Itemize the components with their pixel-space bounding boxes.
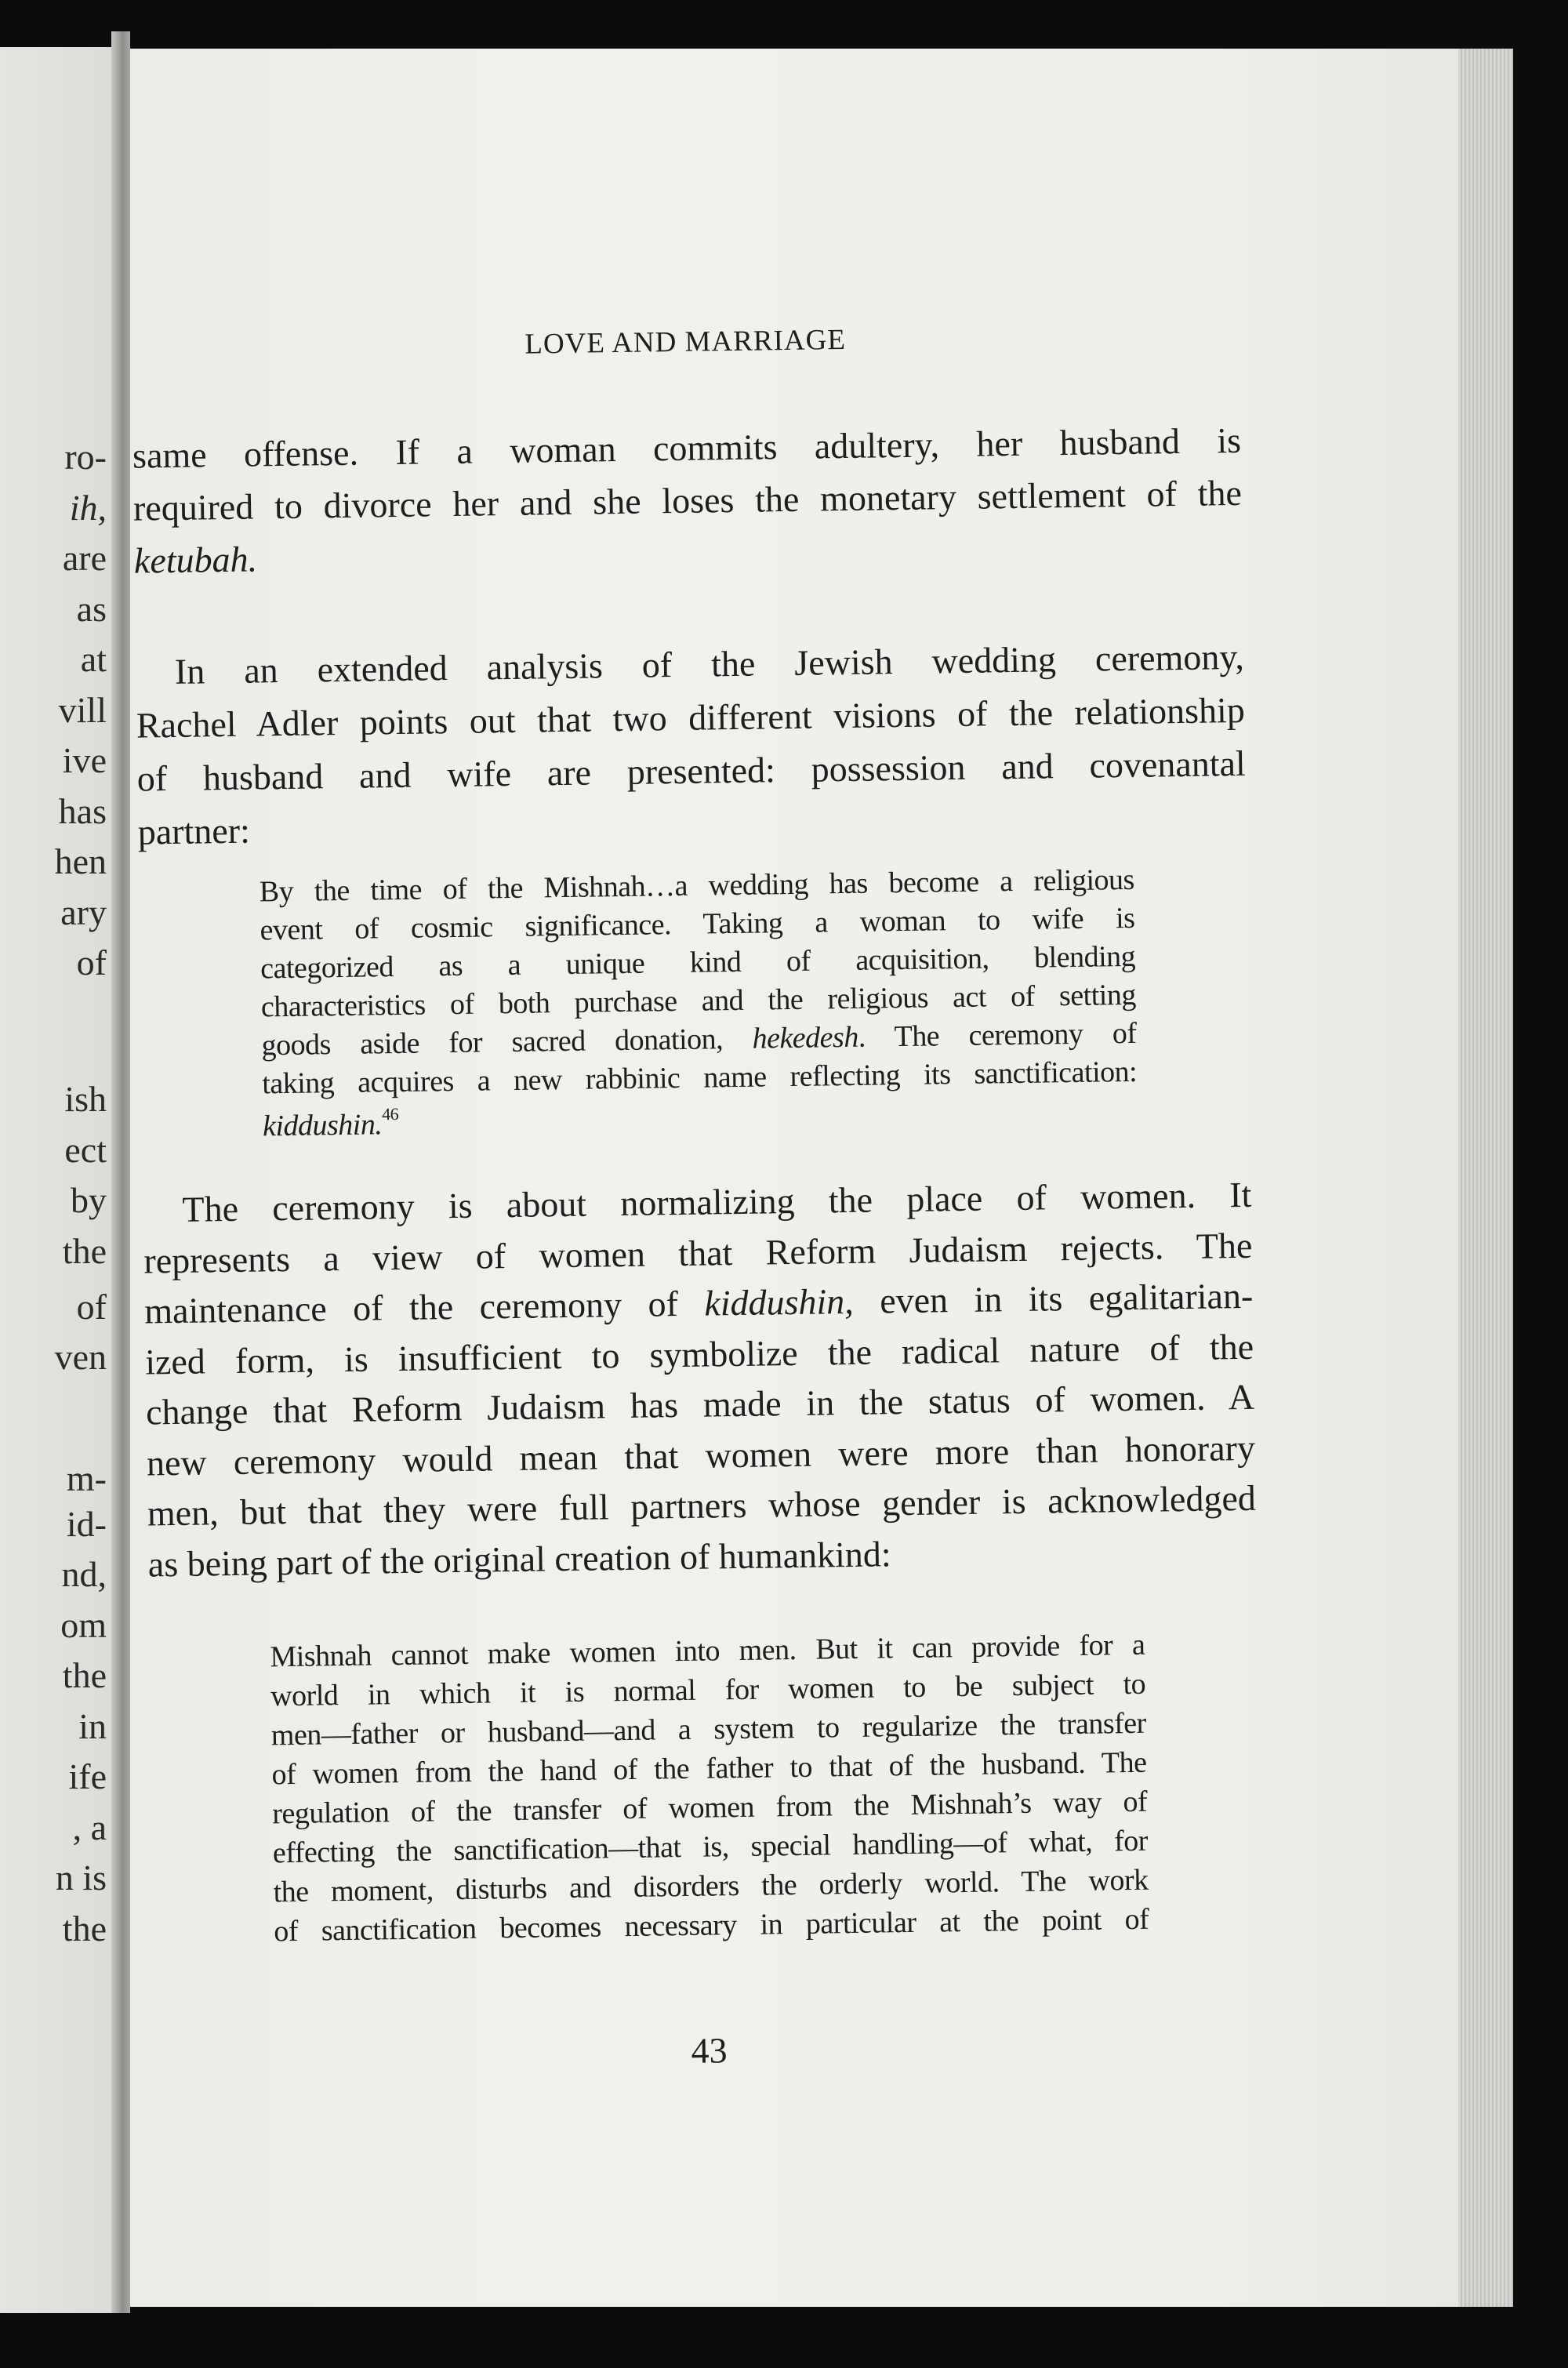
facing-page-line-fragment: , a <box>72 1807 107 1847</box>
block-quote-line: regulation of the transfer of women from the Mishnah’s way of <box>271 1785 1148 1831</box>
body-paragraph-line: new ceremony would mean that women were more than honorary <box>146 1427 1256 1484</box>
block-quote-line: men—father or husband—and a system to regularize the transfer <box>270 1706 1147 1752</box>
body-paragraph-line: Rachel Adler points out that two different visions of the relationship <box>136 689 1246 746</box>
body-paragraph-line: partner: <box>137 810 251 852</box>
body-paragraph-line: represents a view of women that Reform Judaism rejects. The <box>143 1225 1253 1281</box>
block-quote-line: categorized as a unique kind of acquisition, blending <box>260 939 1136 986</box>
text-segment: . The ceremony of <box>858 1016 1137 1054</box>
body-paragraph-line: as being part of the original creation of humankind: <box>147 1533 891 1585</box>
facing-page-line-fragment: at <box>80 639 107 679</box>
facing-page-line-fragment: in <box>78 1705 107 1746</box>
body-paragraph-line: ized form, is insufficient to symbolize the radical nature of the <box>144 1326 1254 1382</box>
facing-page-line-fragment: vill <box>58 689 107 730</box>
page-edges <box>1458 49 1513 2307</box>
body-paragraph-line: change that Reform Judaism has made in the status of women. A <box>145 1376 1255 1433</box>
facing-page-line-fragment: m- <box>66 1458 107 1498</box>
facing-page-line-fragment: the <box>62 1655 107 1696</box>
block-quote-line: of women from the hand of the father to that of the husband. The <box>271 1745 1147 1792</box>
block-quote-line: the moment, disturbs and disorders the orderly world. The work <box>273 1863 1149 1909</box>
body-paragraph-line: men, but that they were full partners whose gender is acknowledged <box>147 1477 1257 1534</box>
block-quote-line: event of cosmic significance. Taking a woman to wife is <box>260 901 1135 947</box>
book-gutter <box>111 31 130 2313</box>
facing-page-line-fragment: ive <box>62 740 107 780</box>
facing-page-line-fragment: as <box>76 588 107 629</box>
facing-page-line-fragment: are <box>62 538 107 578</box>
block-quote-line: By the time of the Mishnah…a wedding has become a religious <box>259 863 1135 909</box>
block-quote-line <box>263 1095 1138 1142</box>
facing-page-line-fragment: nd, <box>61 1554 107 1595</box>
facing-page-line-fragment: om <box>60 1604 107 1645</box>
footnote-marker: 46 <box>381 1104 399 1124</box>
facing-page-line-fragment: ary <box>60 892 107 932</box>
text-segment: goods aside for sacred donation, <box>261 1022 753 1062</box>
page-text <box>126 0 1268 2368</box>
block-quote-line: taking acquires a new rabbinic name reflecting its sanctification: <box>261 1055 1138 1101</box>
facing-page-line-fragment: the <box>62 1908 107 1949</box>
text-segment: maintenance of the ceremony of <box>143 1283 705 1331</box>
block-quote-line: characteristics of both purchase and the religious act of setting <box>260 978 1137 1024</box>
italic-term: ketubah. <box>133 539 258 581</box>
body-paragraph-line: The ceremony is about normalizing the place of women. It <box>182 1174 1252 1229</box>
facing-page-line-fragment: of <box>76 1286 107 1327</box>
running-head: LOVE AND MARRIAGE <box>524 323 847 361</box>
body-paragraph-line: In an extended analysis of the Jewish wedding ceremony, <box>174 636 1245 692</box>
body-paragraph-line <box>134 528 1243 579</box>
body-paragraph-line: same offense. If a woman commits adultery, her husband is <box>132 419 1242 476</box>
facing-page-line-fragment: ven <box>54 1337 107 1378</box>
facing-page-line-fragment: id- <box>66 1503 107 1544</box>
facing-page-fragment <box>0 47 111 2313</box>
facing-page-line-fragment: ect <box>64 1129 107 1170</box>
facing-page-line-fragment: ife <box>68 1756 107 1797</box>
body-paragraph-line <box>143 1275 1254 1331</box>
italic-term: kiddushin, <box>703 1280 855 1324</box>
italic-term: hekedesh <box>752 1020 859 1055</box>
block-quote-line: of sanctification becomes necessary in particular at the point of <box>274 1902 1149 1949</box>
text-segment: even in its egalitarian- <box>853 1275 1254 1321</box>
facing-page-line-fragment: hen <box>54 841 107 881</box>
facing-page-line-fragment: n is <box>55 1858 107 1898</box>
block-quote-line: Mishnah cannot make women into men. But it can provide for a <box>270 1628 1145 1674</box>
block-quote-line: effecting the sanctification—that is, special handling—of what, for <box>272 1824 1149 1870</box>
block-quote-line <box>261 1016 1137 1062</box>
facing-page-line-fragment: ro- <box>64 437 107 477</box>
italic-term: kiddushin. <box>262 1108 383 1143</box>
block-quote-line: world in which it is normal for women to be subject to <box>270 1667 1146 1713</box>
facing-page-line-fragment: the <box>62 1230 107 1271</box>
body-paragraph-line: required to divorce her and she loses the monetary settlement of the <box>132 472 1243 528</box>
facing-page-line-fragment: by <box>71 1180 107 1221</box>
facing-page-line-fragment: ish <box>64 1079 107 1120</box>
facing-page-line-fragment: of <box>76 942 107 982</box>
body-paragraph-line: of husband and wife are presented: possession and covenantal <box>136 743 1247 799</box>
facing-page-line-fragment: has <box>58 790 107 831</box>
page-number: 43 <box>691 2030 728 2071</box>
facing-page-line-fragment: ih, <box>69 487 107 528</box>
